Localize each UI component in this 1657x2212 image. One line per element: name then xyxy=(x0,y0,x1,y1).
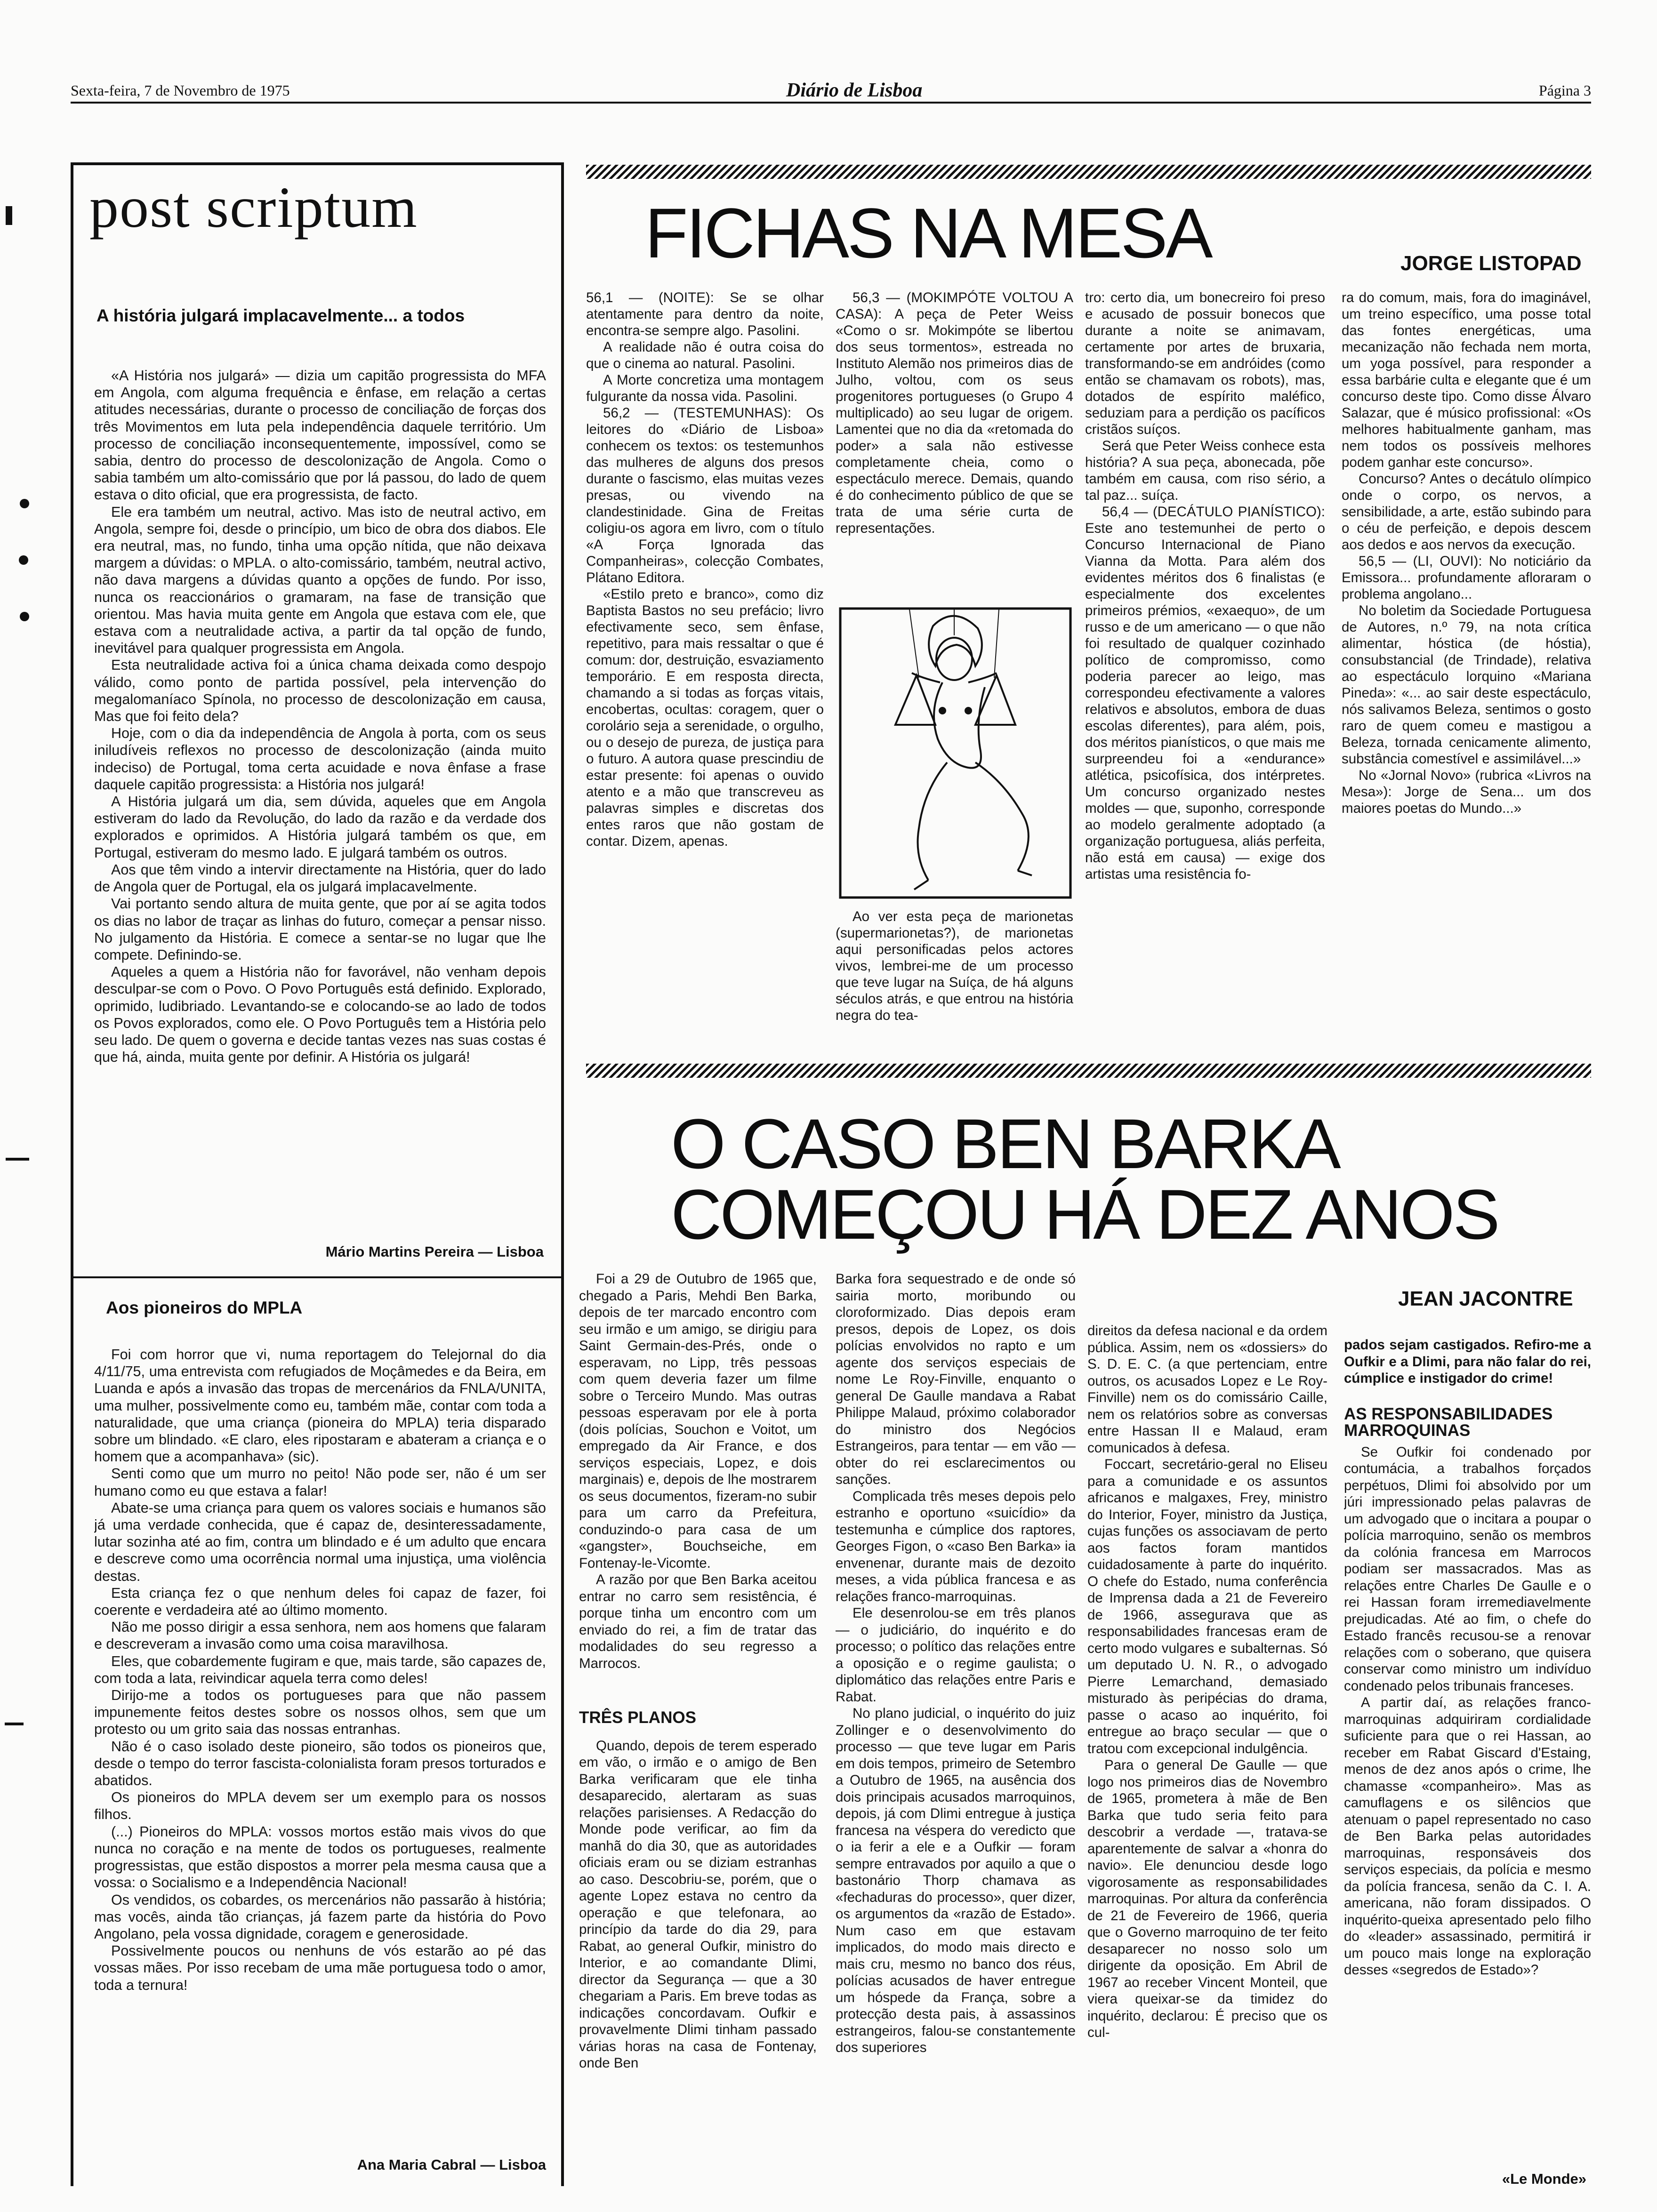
paragraph: A realidade não é outra coisa do que o cinema ao natural. Pasolini. xyxy=(586,339,824,371)
paragraph: 56,1 — (NOITE): Se se olhar atentamente para dentro da noite, encontra-se sempre algo. Pasolini. xyxy=(586,290,824,338)
fichas-title: FICHAS NA MESA xyxy=(645,193,1211,272)
paragraph: Os vendidos, os cobardes, os mercenários não passarão à história; mas vocês, ainda tão crianças, já fazem parte da história do Povo Angolano, pela vossa dignidade, coragem e generosidade. xyxy=(94,1891,546,1942)
paragraph: Não é o caso isolado deste pioneiro, são todos os pioneiros que, desde o tempo do terror fascista-colonialista foram presos torturados e abatidos. xyxy=(94,1738,546,1789)
benbarka-column-3 xyxy=(1087,1322,1327,2193)
vertical-rule xyxy=(71,162,73,2186)
margin-mark xyxy=(20,612,29,621)
paragraph: 56,2 — (TESTEMUNHAS): Os leitores do «Diário de Lisboa» conhecem os textos: os testemunhos das mulheres de alguns dos presos durante o fascismo, elas muitas vezes presas, ou vivendo na clandestinidade. Gina de Freitas coligiu-os agora em livro, com o título «A Força Ignorada das Companheiras», colecção Combates, Plátano Editora. xyxy=(586,405,824,585)
fichas-column-3 xyxy=(1085,289,1325,1042)
marionette-figure-icon xyxy=(839,607,1072,899)
paragraph: Possivelmente poucos ou nenhuns de vós estarão ao pé das vossas mães. Por isso recebam de uma mãe portuguesa todo o amor, toda a ternura! xyxy=(94,1943,546,1993)
paragraph: Será que Peter Weiss conhece esta história? A sua peça, abonecada, põe também em causa, com riso sério, a tal paz... suíça. xyxy=(1085,438,1325,503)
paragraph: «Estilo preto e branco», como diz Baptista Bastos no seu prefácio; livro efectivamente seco, sem ênfase, repetitivo, para mais ressaltar o que é comum: dor, destruição, esvaziamento temporário. E em resposta directa, chamando a si todas as forças vitais, encobertas, ocultas: coragem, quer o corolário seja a serenidade, o orgulho, ou o desejo de pureza, de justiça para o futuro. A autora quase prescindiu de estar presente: foi apenas o ouvido atento e a mão que transcreveu as palavras simples e discretas dos entes raros que não gostam de contar. Dizem, apenas. xyxy=(586,586,824,849)
paragraph: Esta criança fez o que nenhum deles foi capaz de fazer, foi coerente e verdadeira até ao último momento. xyxy=(94,1585,546,1619)
paragraph: «A História nos julgará» — dizia um capitão progressista do MFA em Angola, com alguma frequência e ênfase, em relação a certas atitudes necessárias, durante o processo de conciliação de forças dos três Movimentos em luta pela independência daquele território. Um processo de conciliação inconsequentemente, impossível, como se sabia, dentro do processo de descolonização de Angola. Como o sabia também um alto-comissário que por lá passou, do lado de quem estava o dito oficial, que era progressista, de facto. xyxy=(94,368,546,503)
paragraph: Quando, depois de terem esperado em vão, o irmão e o amigo de Ben Barka verificaram que ele tinha desaparecido, alertaram as suas relações parisienses. A Redacção do Monde pode verificar, ao fim da manhã do dia 30, que as autoridades oficiais eram ou se diziam estranhas ao caso. Descobriu-se, porém, que o agente Lopez estava no centro da operação e que telefonara, ao princípio da tarde do dia 29, para Rabat, ao general Oufkir, ministro do Interior, e ao comandante Dlimi, director da Segurança — que a 30 chegariam a Paris. Em breve todas as indicações concordavam. Oufkir e provavelmente Dlimi tinham passado várias horas na casa de Fontenay, onde Ben xyxy=(579,1738,817,2071)
paragraph: pados sejam castigados. Refiro-me a Oufkir e a Dlimi, para não falar do rei, cúmplice e instigador do crime! xyxy=(1344,1337,1591,1386)
paragraph: ra do comum, mais, fora do imaginável, um treino específico, uma posse total das fontes energéticas, uma mecanização não fechada nem morta, um yoga possível, para responder a essa barbárie culta e elegante que é um concurso deste tipo. Como disse Álvaro Salazar, que é músico profissional: «Os melhores habitualmente ganham, mas nem todos os possíveis melhores podem ganhar este concurso». xyxy=(1342,290,1591,470)
paragraph: Se Oufkir foi condenado por contumácia, a trabalhos forçados perpétuos, Dlimi foi absolvido por um júri impressionado pelas palavras de um advogado que o incitara a poupar o polícia marroquino, senão os membros da colónia francesa em Marrocos podiam ser massacrados. Mas as relações entre Charles De Gaulle e o rei Hassan foram irremediavelmente prejudicadas. Até ao fim, o chefe do Estado francês recusou-se a renovar relações com o soberano, que quisera conservar como ministro um indivíduo condenado pelos tribunais franceses. xyxy=(1344,1444,1591,1694)
header-page-number: Página 3 xyxy=(1538,82,1591,99)
masthead: Diário de Lisboa xyxy=(786,80,923,101)
paragraph: Aqueles a quem a História não for favorável, não venham depois desculpar-se com o Povo. O Povo Português está definido. Explorado, oprimido, ludibriado. Levantando-se e colocando-se ao lado de todos os Povos explorados, como ele. O Povo Português tem a História pelo seu lado. De quem o governa e decide tantas vezes nas suas costas é que há, ainda, muita gente por definir. A História os julgará! xyxy=(94,964,546,1066)
paragraph: (...) Pioneiros do MPLA: vossos mortos estão mais vivos do que nunca no coração e na mente de todos os portugueses, realmente progressistas, que estão dispostos a morrer pela mesma causa que a vossa: o Socialismo e a Independência Nacional! xyxy=(94,1823,546,1891)
signature: Ana Maria Cabral — Lisboa xyxy=(357,2156,546,2173)
benbarka-title-line-2: COMEÇOU HÁ DEZ ANOS xyxy=(671,1175,1498,1254)
paragraph: Vai portanto sendo altura de muita gente, que por aí se agita todos os dias no labor de traçar as linhas do futuro, começar a pensar nisso. No julgamento da História. E comece a sentar-se no lugar que lhe compete. Definindo-se. xyxy=(94,896,546,963)
paragraph: No «Jornal Novo» (rubrica «Livros na Mesa»): Jorge de Sena... um dos maiores poetas do Mundo...» xyxy=(1342,768,1591,816)
margin-mark xyxy=(5,1723,24,1725)
paragraph: A História julgará um dia, sem dúvida, aqueles que em Angola estiveram do lado da Revolução, do lado da razão e da verdade dos explorados e oprimidos. A História julgará também os que, em Portugal, estiveram do mesmo lado. E julgará também os outros. xyxy=(94,793,546,861)
horizontal-rule xyxy=(71,162,564,165)
paragraph: Concurso? Antes o decátulo olímpico onde o corpo, os nervos, a sensibilidade, a arte, estão subindo para o céu de perfeição, e depois descem aos dedos e aos nervos da execução. xyxy=(1342,471,1591,553)
hatched-rule xyxy=(586,1064,1591,1078)
paragraph: 56,4 — (DECÁTULO PIANÍSTICO): Este ano testemunhei de perto o Concurso Internacional de Piano Vianna da Motta. Para além dos evidentes méritos dos 6 finalistas (e especialmente dos excelentes primeiros prémios, «exaequo», de um russo e de um americano — o que não foi resultado de qualquer cozinhado político de compromisso, como poderia parecer ao leigo, mas correspondeu efectivamente a valores relativos e absolutos, embora de duas escolas diferentes), para além, pois, dos méritos pianísticos, o que mais me surpreendeu foi a «endurance» atlética, psicofísica, dos intérpretes. Um concurso organizado nestes moldes — que, suponho, corresponde ao modelo geralmente adoptado (a organização portuguesa, aliás perfeita, não está em causa) — exige dos artistas uma resistência fo- xyxy=(1085,504,1325,882)
benbarka-column-4 xyxy=(1344,1337,1591,2165)
paragraph: Aos que têm vindo a intervir directamente na História, quer do lado de Angola quer de Portugal, ela os julgará implacavelmente. xyxy=(94,861,546,895)
postscriptum-article-1 xyxy=(94,367,546,1290)
fichas-column-2a xyxy=(836,289,1073,600)
paragraph: Senti como que um murro no peito! Não pode ser, não é um ser humano como eu que estava a falar! xyxy=(94,1466,546,1499)
paragraph: A razão por que Ben Barka aceitou entrar no carro sem resistência, é porque tinha um encontro com um enviado do rei, a fim de tratar das modalidades do seu regresso a Marrocos. xyxy=(579,1572,817,1671)
fichas-column-2b xyxy=(836,908,1073,1050)
paragraph: direitos da defesa nacional e da ordem pública. Assim, nem os «dossiers» do S. D. E. C. (a que pertenciam, entre outros, os acusados Lopez e Le Roy-Finville) nem os do comissário Caille, nem os relatórios sobre as conversas entre Hassan II e Malaud, eram comunicados à defesa. xyxy=(1087,1323,1327,1456)
paragraph: A partir daí, as relações franco-marroquinas adquiriram cordialidade suficiente para que o rei Hassan, ao receber em Rabat Giscard d'Estaing, menos de dez anos após o crime, lhe chamasse «companheiro». Mas as camuflagens e os silêncios que atenuam o papel representado no caso de Ben Barka pelas autoridades marroquinas, responsáveis dos serviços especiais, da polícia e mesmo da polícia francesa, senão da C. I. A. americana, não foram dissipados. O inquérito-queixa apresentado pelo filho do «leader» assassinado, permitirá ir um pouco mais longe na exploração desses «segredos de Estado»? xyxy=(1344,1695,1591,1978)
signature: Mário Martins Pereira — Lisboa xyxy=(325,1243,544,1260)
paragraph: Os pioneiros do MPLA devem ser um exemplo para os nossos filhos. xyxy=(94,1789,546,1823)
postscriptum-title: post scriptum xyxy=(89,175,418,240)
paragraph: Dirijo-me a todos os portugueses para que não passem impunemente feitos destes sobre os nossos olhos, sem que um protesto ou um grito saia das nossas entranhas. xyxy=(94,1687,546,1738)
paragraph: Complicada três meses depois pelo estranho e oportuno «suicídio» da testemunha e cúmplice dos raptores, Georges Figon, o «caso Ben Barka» ia envenenar, durante mais de dezoito meses, a vida pública francesa e as relações franco-marroquinas. xyxy=(836,1488,1076,1604)
margin-mark xyxy=(6,206,12,225)
paragraph: Foccart, secretário-geral no Eliseu para a comunidade e os assuntos africanos e malgaxes, Frey, ministro do Interior, Foyer, ministro da Justiça, cujas funções os associavam de perto aos factos foram mantidos cuidadosamente à parte do inquérito. O chefe do Estado, numa conferência de Imprensa dada a 21 de Fevereiro de 1966, assegurava que as responsabilidades francesas eram de certo modo vulgares e subalternas. Só um deputado U. N. R., o advogado Pierre Lemarchand, demasiado misturado às peripécias do drama, passe o acaso ao inquérito, foi entregue ao braço secular — que o tratou com excepcional indulgência. xyxy=(1087,1457,1327,1756)
paragraph: tro: certo dia, um bonecreiro foi preso e acusado de possuir bonecos que durante a noite se animavam, certamente por artes de bruxaria, transformando-se em andróides (como então se chamavam os robots), mas, dotados de espírito maléfico, seduziam para a perdição os pacíficos cristãos suíços. xyxy=(1085,290,1325,437)
subheading: AS RESPONSABILIDADES MARROQUINAS xyxy=(1344,1404,1553,1440)
paragraph: Para o general De Gaulle — que logo nos primeiros dias de Novembro de 1965, prometera à mãe de Ben Barka que tudo seria feito para descobrir a verdade —, tratava-se aparentemente de salvar a «honra do navio». Ele denunciou desde logo vigorosamente as responsabilidades marroquinas. Por altura da conferência de 21 de Fevereiro de 1966, queria que o Governo marroquino de ter feito desaparecer no nosso solo um dirigente da oposição. Em Abril de 1967 ao receber Vincent Monteil, que viera queixar-se da timidez do inquérito, declarou: É preciso que os cul- xyxy=(1087,1757,1327,2040)
paragraph: Foi com horror que vi, numa reportagem do Telejornal do dia 4/11/75, uma entrevista com refugiados de Moçâmedes e da Beira, em Luanda e após a invasão das tropas de mercenários da FNLA/UNITA, uma mulher, possivelmente como eu, também mãe, contar com toda a naturalidade, que uma criança (pioneira do MPLA) teria disparado sobre um blindado. «E claro, eles ripostaram e abateram a criança e o homem que a acompanhava» (sic). xyxy=(94,1346,546,1465)
paragraph: 56,3 — (MOKIMPÓTE VOLTOU A CASA): A peça de Peter Weiss «Como o sr. Mokimpóte se libertou dos seus tormentos», estreada no Instituto Alemão nos primeiros dias de Julho, voltou, com os seus progenitores portugueses (o Grupo 4 multiplicado) ao seu lugar de origem. Lamentei que no dia da «retomada do poder» a sala não estivesse completamente cheia, como o espectáculo merece. Demais, quando é do conhecimento público de que se trata de uma série curta de representações. xyxy=(836,290,1073,536)
paragraph: Ele era também um neutral, activo. Mas isto de neutral activo, em Angola, sempre foi, desde o princípio, um bico de obra dos diabos. Ele era neutral, mas, no fundo, tinha uma opção nítida, que não deixava margem a dúvidas: o MPLA. o alto-comissário, também, neutral activo, não dava margens a dúvidas quanto a opções de fundo. Por isso, nunca os reaccionários o gramaram, na fase de transição que orientou. Mas havia muita gente em Angola que estava com ele, que estava com a neutralidade activa, a partir da tal opção de fundo, inevitável para qualquer progressista em Angola. xyxy=(94,504,546,657)
paragraph: Abate-se uma criança para quem os valores sociais e humanos são já uma verdade conhecida, que é capaz de, desinteressadamente, lutar sozinha até ao fim, contra um blindado e é um adulto que encara e descreve como uma ocorrência normal uma injustiça, uma violência destas. xyxy=(94,1499,546,1584)
margin-mark xyxy=(6,1158,29,1161)
fichas-column-1 xyxy=(586,289,824,1042)
subheading: TRÊS PLANOS xyxy=(579,1708,696,1727)
postscriptum-article-2 xyxy=(94,1346,546,2146)
benbarka-column-2 xyxy=(836,1271,1076,2193)
benbarka-column-1 xyxy=(579,1271,817,2193)
fichas-column-4 xyxy=(1342,289,1591,1042)
paragraph: Hoje, com o dia da independência de Angola à porta, com os seus iniludíveis reflexos no processo de descolonização (ainda muito indeciso) de Portugal, toma certa acuidade e nova ênfase a frase daquele capitão progressista: a História nos julgará! xyxy=(94,725,546,793)
postscriptum-headline-1: A história julgará implacavelmente... a todos xyxy=(97,306,465,325)
paragraph: Foi a 29 de Outubro de 1965 que, chegado a Paris, Mehdi Ben Barka, depois de ter marcado encontro com seu irmão e um amigo, se dirigiu para Saint Germain-des-Prés, onde o esperavam, no Lipp, três pessoas com quem deveria fazer um filme sobre o Terceiro Mundo. Mas outras pessoas esperavam por ele à porta (dois polícias, Souchon e Voitot, um empregado da Air France, e dos serviços especiais, Lopez, e dois marginais) e, depois de lhe mostrarem os seus documentos, fizeram-no subir para um carro da Prefeitura, conduzindo-o para casa de um «gangster», Bouchseiche, em Fontenay-le-Vicomte. xyxy=(579,1271,817,1571)
paragraph: 56,5 — (LI, OUVI): No noticiário da Emissora... profundamente afloraram o problema angolano... xyxy=(1342,553,1591,602)
paragraph: No plano judicial, o inquérito do juiz Zollinger e o desenvolvimento do processo — que teve lugar em Paris em dois tempos, primeiro de Setembro a Outubro de 1965, na ausência dos dois principais acusados marroquinos, depois, já com Dlimi entregue à justiça francesa na véspera do veredicto que o ia ferir a ele e a Oufkir — foram sempre entravados por aquilo a que o bastonário Thorp chamava as «fechaduras do processo», quer dizer, os argumentos da «razão de Estado». Num caso em que estavam implicados, do modo mais directo e mais cru, mesmo no banco dos réus, polícias acusados de haver entregue um hóspede da França, sobre a protecção desta pais, à assassinos estrangeiros, falou-se constantemente dos superiores xyxy=(836,1706,1076,2055)
paragraph: Ao ver esta peça de marionetas (supermarionetas?), de marionetas aqui personificadas pelos actores vivos, lembrei-me de um processo que teve lugar na Suíça, de há alguns séculos atrás, e que entrou na história negra do tea- xyxy=(836,909,1073,1023)
paragraph: Não me posso dirigir a essa senhora, nem aos homens que falaram e descreveram a invasão como uma coisa maravilhosa. xyxy=(94,1619,546,1652)
source-credit: «Le Monde» xyxy=(1502,2171,1586,2187)
vertical-rule xyxy=(561,162,564,2186)
paragraph: No boletim da Sociedade Portuguesa de Autores, n.º 79, na nota crítica alimentar, hóstica (de hóstia), consubstancial (de Trindade), relativa ao espectáculo lorquino «Mariana Pineda»: «... ao sair deste espectáculo, nós salivamos Beleza, sentimos o gosto raro de quem comeu e mastigou a Beleza, tornada cenicamente alimento, substância comestível e assimilável...» xyxy=(1342,603,1591,767)
fichas-byline: JORGE LISTOPAD xyxy=(1400,252,1582,275)
paragraph: Eles, que cobardemente fugiram e que, mais tarde, são capazes de, com toda a lata, reivindicar aquela terra como deles! xyxy=(94,1653,546,1686)
margin-mark xyxy=(20,499,29,508)
paragraph: Barka fora sequestrado e de onde só sairia morto, moribundo ou cloroformizado. Dias depois eram presos, depois de Lopez, os dois polícias envolvidos no rapto e um agente dos serviços especiais de nome Le Roy-Finville, enquanto o general De Gaulle mandava a Rabat Philippe Malaud, próximo colaborador do ministro dos Negócios Estrangeiros, para tentar — em vão — obter do rei esclarecimentos ou sanções. xyxy=(836,1271,1076,1487)
benbarka-title-line-1: O CASO BEN BARKA xyxy=(671,1104,1339,1183)
horizontal-rule xyxy=(73,1276,561,1278)
paragraph: Esta neutralidade activa foi a única chama deixada como despojo válido, como ponto de partida possível, pela intervenção do megalomaníaco Spínola, no processo de descolonização em causa, Mas que foi feito dela? xyxy=(94,657,546,725)
page-header xyxy=(71,79,1591,104)
hatched-rule xyxy=(586,165,1591,179)
header-date: Sexta-feira, 7 de Novembro de 1975 xyxy=(71,82,290,99)
margin-mark xyxy=(19,555,28,565)
paragraph: A Morte concretiza uma montagem fulgurante da nossa vida. Pasolini. xyxy=(586,372,824,404)
benbarka-byline: JEAN JACONTRE xyxy=(1398,1287,1573,1310)
paragraph: Ele desenrolou-se em três planos — o judiciário, do inquérito e do processo; o político das relações entre a oposição e o regime gaulista; o diplomático das relações entre Paris e Rabat. xyxy=(836,1605,1076,1705)
postscriptum-headline-2: Aos pioneiros do MPLA xyxy=(106,1298,303,1317)
marionette-illustration xyxy=(839,607,1072,899)
